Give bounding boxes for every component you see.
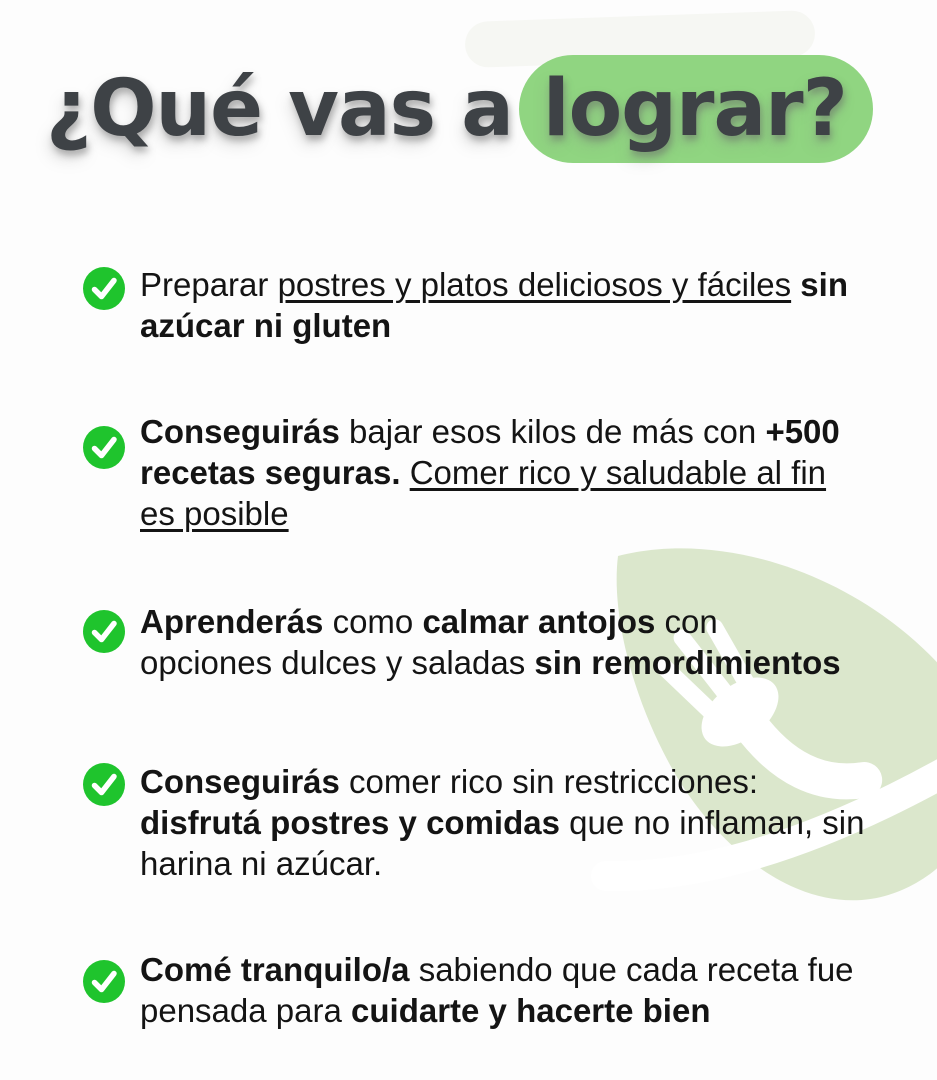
benefit-line xyxy=(140,305,880,346)
benefit-line xyxy=(140,843,880,884)
benefit-text-segment: azúcar ni gluten xyxy=(140,307,392,344)
benefit-item-4 xyxy=(140,761,880,884)
benefit-text-segment xyxy=(791,266,800,303)
benefit-text-segment: harina ni azúcar. xyxy=(140,845,383,882)
benefit-text-segment: disfrutá postres y comidas xyxy=(140,804,560,841)
benefit-text-segment: cuidarte y hacerte bien xyxy=(351,992,711,1029)
benefit-text-segment: pensada para xyxy=(140,992,352,1029)
benefit-line xyxy=(140,761,880,802)
title-highlight: lograr? xyxy=(542,64,847,154)
benefit-item-3 xyxy=(140,601,880,683)
page-title xyxy=(46,54,873,164)
benefit-line xyxy=(140,601,880,642)
benefit-line xyxy=(140,264,880,305)
benefit-item-5 xyxy=(140,949,880,1031)
benefit-line xyxy=(140,493,880,534)
benefit-text-segment: que no inflaman, sin xyxy=(559,804,865,841)
benefit-text-segment xyxy=(401,454,410,491)
benefit-text-segment: postres y platos deliciosos y fáciles xyxy=(277,266,792,303)
benefit-line xyxy=(140,990,880,1031)
benefit-text-segment: como xyxy=(323,603,423,640)
benefit-text-segment: es posible xyxy=(140,495,289,532)
check-icon xyxy=(83,267,125,310)
check-icon xyxy=(83,763,125,806)
benefit-line xyxy=(140,452,880,493)
benefit-text-segment: Comé tranquilo/a xyxy=(140,951,410,988)
benefit-text-segment: recetas seguras. xyxy=(140,454,401,491)
benefit-text-segment: comer rico sin restricciones: xyxy=(339,763,758,800)
title-highlight-pill xyxy=(519,55,873,163)
benefit-text-segment: Aprenderás xyxy=(140,603,324,640)
benefit-item-1 xyxy=(140,264,880,346)
title-prefix: ¿Qué vas a xyxy=(46,64,513,154)
benefit-text-segment: Preparar xyxy=(140,266,278,303)
benefit-item-2 xyxy=(140,411,880,534)
benefit-text-segment: Conseguirás xyxy=(140,413,340,450)
benefit-text-segment: sabiendo que cada receta fue xyxy=(409,951,854,988)
benefit-line xyxy=(140,802,880,843)
benefit-text-segment: Conseguirás xyxy=(140,763,340,800)
check-icon xyxy=(83,610,125,653)
check-icon xyxy=(83,426,125,469)
benefit-text-segment: con xyxy=(655,603,718,640)
benefit-text-segment: +500 xyxy=(765,413,840,450)
benefit-line xyxy=(140,642,880,683)
benefit-text-segment: bajar esos kilos de más con xyxy=(339,413,766,450)
benefit-line xyxy=(140,411,880,452)
benefit-text-segment: Comer rico y saludable al fin xyxy=(409,454,827,491)
check-icon xyxy=(83,960,125,1003)
benefit-line xyxy=(140,949,880,990)
benefit-text-segment: sin xyxy=(800,266,848,303)
benefit-text-segment: calmar antojos xyxy=(422,603,656,640)
benefit-text-segment: opciones dulces y saladas xyxy=(140,644,535,681)
benefit-text-segment: sin remordimientos xyxy=(534,644,841,681)
